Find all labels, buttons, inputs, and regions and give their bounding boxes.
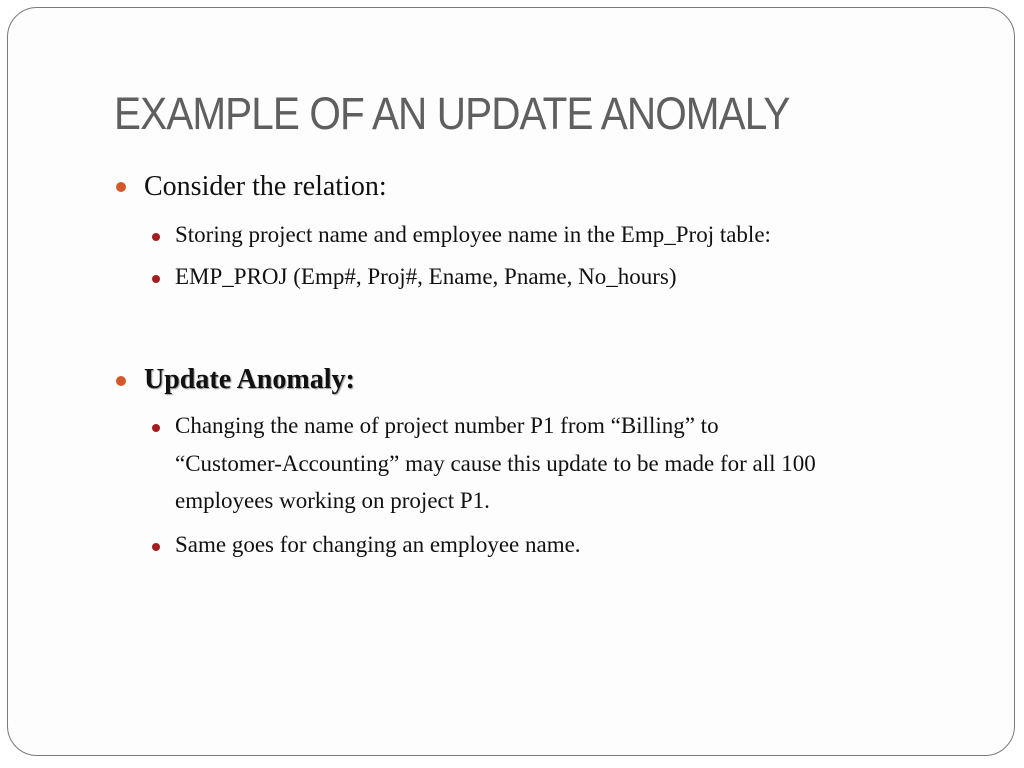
bullet-icon [152, 233, 160, 241]
bullet-icon [152, 424, 160, 432]
list-item-emp-proj: EMP_PROJ (Emp#, Proj#, Ename, Pname, No_hours) [175, 264, 677, 289]
list-item-same-goes: Same goes for changing an employee name. [175, 532, 581, 557]
bullet-icon [116, 376, 126, 386]
section-heading-consider: Consider the relation: [144, 171, 387, 202]
slide-title: EXAMPLE OF AN UPDATE ANOMALY [114, 88, 790, 139]
list-item-changing-line-3: employees working on project P1. [175, 488, 490, 513]
bullet-icon [152, 543, 160, 551]
section-heading-update-anomaly: Update Anomaly: [144, 364, 355, 395]
list-item-changing-line-2: “Customer-Accounting” may cause this update to be made for all 100 [175, 451, 816, 476]
list-item-storing: Storing project name and employee name in the Emp_Proj table: [175, 222, 771, 247]
list-item-changing-line-1: Changing the name of project number P1 from “Billing” to [175, 413, 719, 438]
bullet-icon [116, 182, 126, 192]
bullet-icon [152, 275, 160, 283]
